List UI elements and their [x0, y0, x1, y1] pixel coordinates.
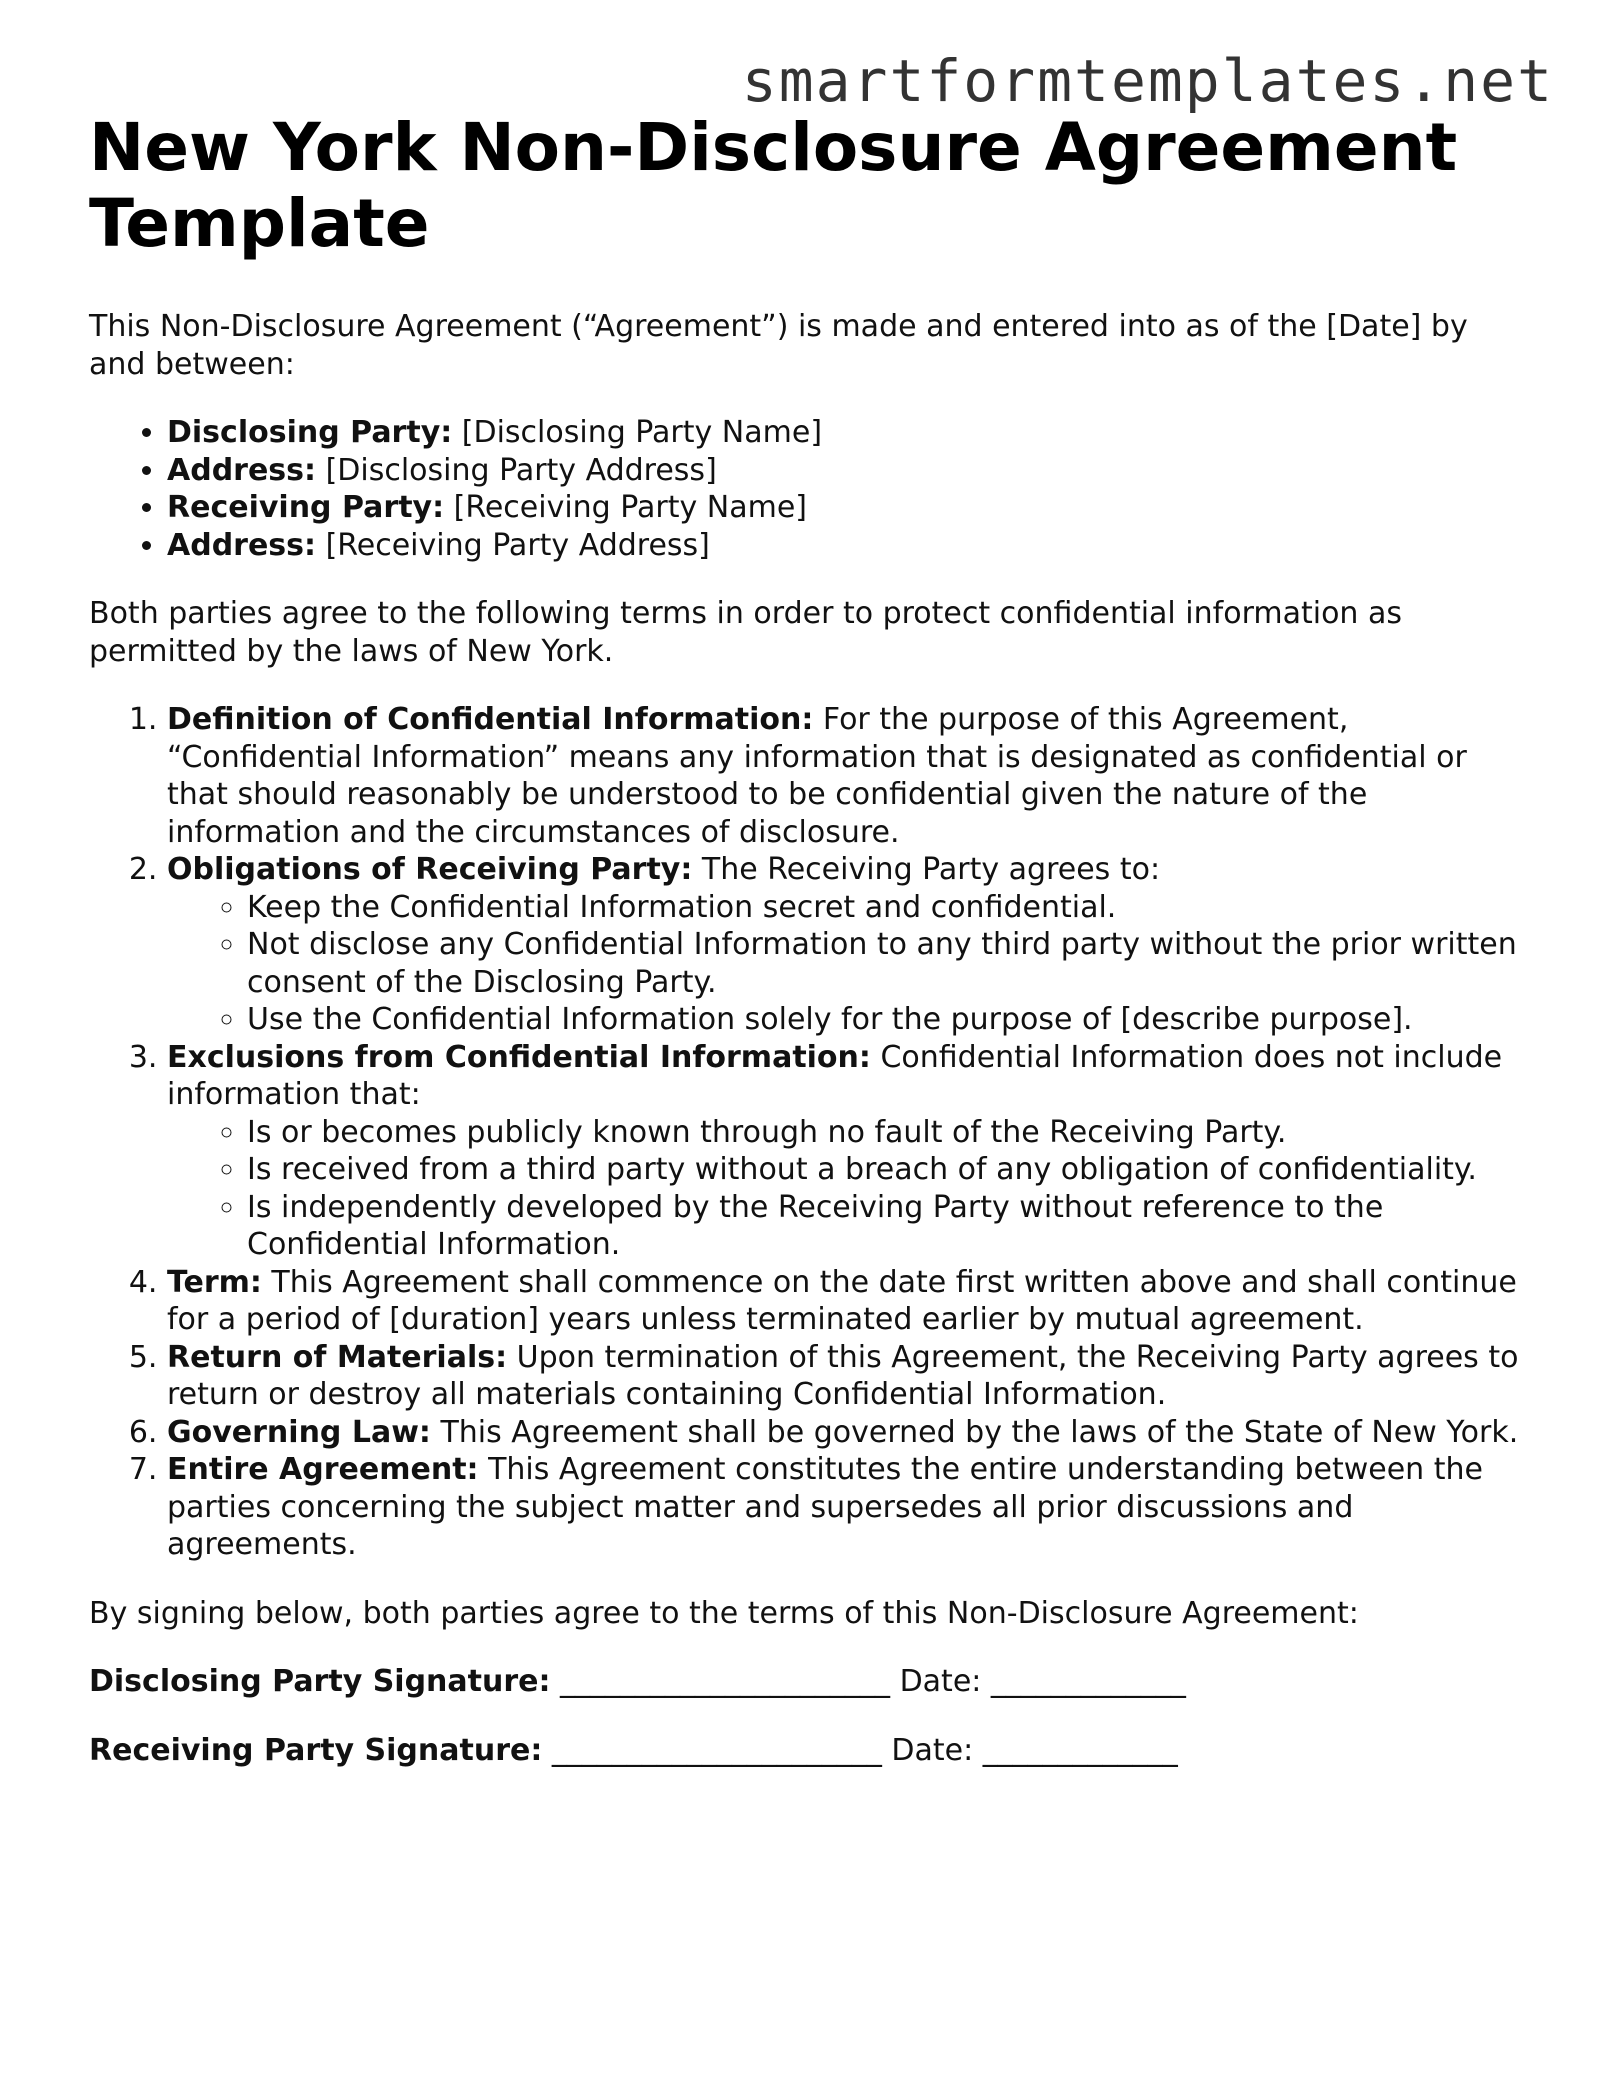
- list-item: [167, 414, 1529, 452]
- list-item: [167, 489, 1529, 527]
- term-item: [167, 1414, 1529, 1452]
- site-watermark: smartformtemplates.net: [741, 47, 1554, 115]
- term-label: Term:: [167, 1264, 262, 1300]
- parties-list: [89, 414, 1529, 564]
- agree-paragraph: Both parties agree to the following terms in order to protect confidential information as permitted by the laws of New York.: [89, 596, 1402, 669]
- term-item: [167, 1451, 1529, 1564]
- intro-paragraph: This Non-Disclosure Agreement (“Agreement”) is made and entered into as of the [Date] by and between:: [89, 309, 1468, 382]
- term-item: [167, 1264, 1529, 1339]
- receiving-signature-line: [89, 1732, 1529, 1770]
- sub-item: ◦ Keep the Confidential Information secret and confidential.: [247, 889, 1529, 927]
- term-text: This Agreement shall commence on the date first written above and shall continue for a period of [duration] years unless terminated earlier by mutual agreement.: [167, 1264, 1517, 1337]
- sub-item: ◦ Is or becomes publicly known through no fault of the Receiving Party.: [247, 1114, 1529, 1152]
- term-label: Definition of Confidential Information:: [167, 702, 814, 737]
- receiving-signature-label: Receiving Party Signature:: [89, 1732, 543, 1768]
- party-value: [Disclosing Party Name]: [452, 415, 823, 450]
- sub-item: ◦ Use the Confidential Information solely for the purpose of [describe purpose].: [247, 1001, 1529, 1039]
- party-label: Address:: [167, 527, 317, 563]
- document-title: New York Non-Disclosure Agreement Template: [89, 109, 1458, 262]
- list-item: [167, 452, 1529, 490]
- party-value: [Receiving Party Name]: [444, 490, 807, 525]
- party-label: Disclosing Party:: [167, 415, 453, 450]
- sub-item: ◦ Is received from a third party without a breach of any obligation of confidentiality.: [247, 1151, 1529, 1189]
- party-label: Address:: [167, 452, 317, 488]
- terms-list: [89, 701, 1529, 1564]
- sub-list: [167, 1114, 1529, 1264]
- party-label: Receiving Party:: [167, 490, 445, 525]
- term-text: Upon termination of this Agreement, the Receiving Party agrees to return or destroy all materials containing Confidential Information.: [167, 1339, 1519, 1412]
- term-label: Exclusions from Confidential Information:: [167, 1039, 871, 1075]
- term-label: Entire Agreement:: [167, 1452, 479, 1487]
- signing-paragraph: By signing below, both parties agree to the terms of this Non-Disclosure Agreement:: [89, 1595, 1359, 1631]
- list-item: [167, 527, 1529, 565]
- term-text: This Agreement constitutes the entire understanding between the parties concerning the subject matter and supersedes all prior discussions and agreements.: [167, 1452, 1483, 1562]
- term-text: Confidential Information does not include information that:: [167, 1039, 1503, 1112]
- disclosing-signature-blank: ______________________ Date: _____________: [550, 1664, 1186, 1699]
- disclosing-signature-label: Disclosing Party Signature:: [89, 1664, 551, 1699]
- term-label: Governing Law:: [167, 1414, 431, 1450]
- sub-item: ◦ Is independently developed by the Receiving Party without reference to the Confidential Information.: [247, 1189, 1529, 1264]
- sub-item: ◦ Not disclose any Confidential Information to any third party without the prior written consent of the Disclosing Party.: [247, 926, 1529, 1001]
- term-text: This Agreement shall be governed by the laws of the State of New York.: [430, 1414, 1519, 1450]
- document-body: [89, 110, 1529, 1800]
- term-label: Return of Materials:: [167, 1339, 508, 1375]
- receiving-signature-blank: ______________________ Date: _____________: [542, 1732, 1178, 1768]
- term-label: Obligations of Receiving Party:: [167, 852, 693, 887]
- party-value: [Receiving Party Address]: [316, 527, 710, 563]
- term-text: The Receiving Party agrees to:: [692, 852, 1161, 887]
- term-text: For the purpose of this Agreement, “Confidential Information” means any information that is designated as confidential or that should reasonably be understood to be confidential given the nature of the information and the circumstances of disclosure.: [167, 702, 1467, 850]
- disclosing-signature-line: [89, 1663, 1529, 1701]
- term-item: [167, 701, 1529, 851]
- sub-list: [167, 889, 1529, 1039]
- term-item: [167, 851, 1529, 1039]
- term-item: [167, 1039, 1529, 1264]
- party-value: [Disclosing Party Address]: [316, 452, 717, 488]
- term-item: [167, 1339, 1529, 1414]
